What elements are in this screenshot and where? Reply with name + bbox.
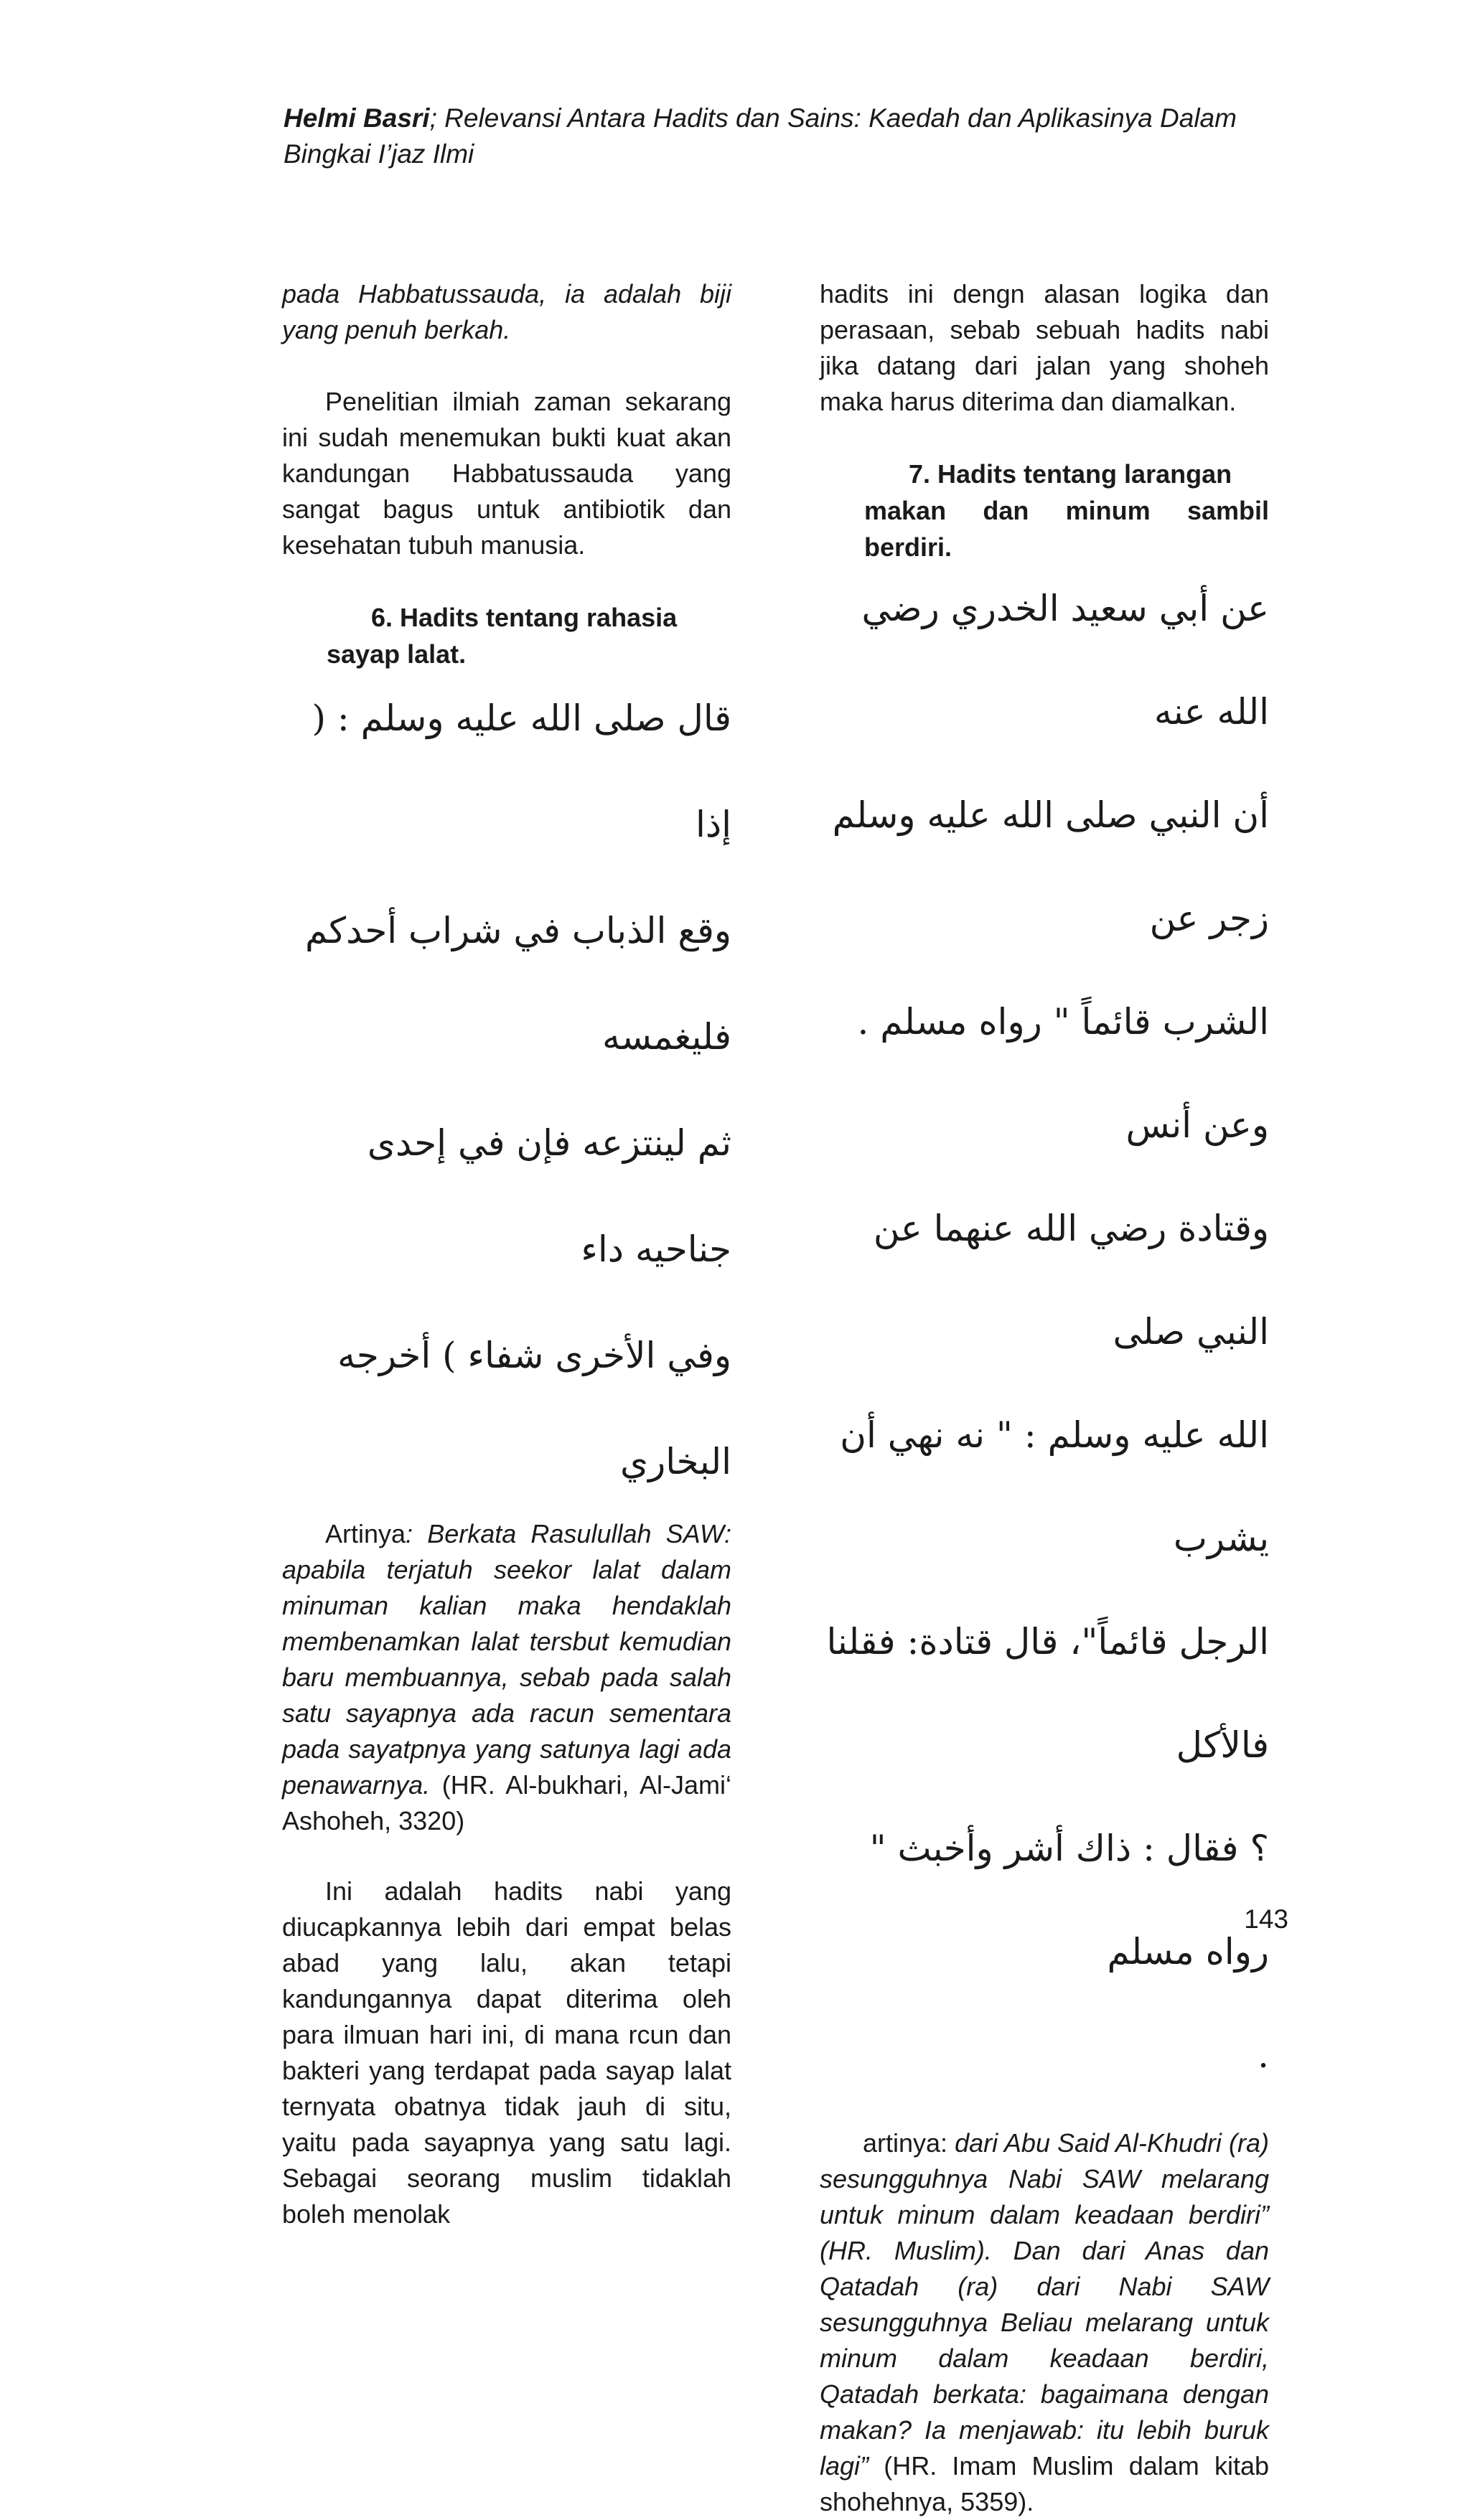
translation-text: : Berkata Rasulullah SAW: apabila terjatuh seekor lalat dalam minuman kalian maka hendaklah membenamkan lalat tersbut kemudian baru membuannya, sebab pada salah satu sayapnya ada racun sementara pada sayatpnya yang satunya lagi ada penawarnya. [282, 1519, 731, 1800]
arabic-line: ثم لينتزعه فإن في إحدى جناحيه داء [367, 1122, 731, 1270]
header-title-line1: ; Relevansi Antara Hadits dan Sains: Kaedah dan Aplikasinya Dalam [429, 103, 1237, 133]
section-7-heading-line2: makan dan minum sambil [864, 496, 1269, 525]
arabic-line: وفي الأخرى شفاء ) أخرجه البخاري [337, 1335, 731, 1482]
translation-reference: (HR. Al-bukhari, Al-Jami‘ Ashoheh, 3320) [282, 1770, 731, 1835]
arabic-line: . [1258, 2034, 1269, 2076]
left-paragraph-2: Penelitian ilmiah zaman sekarang ini sudah menemukan bukti kuat akan kandungan Habbatussauda yang sangat bagus untuk antibiotik dan kesehatan tubuh manusia. [282, 387, 731, 560]
left-paragraph-3: Ini adalah hadits nabi yang diucapkannya lebih dari empat belas abad yang lalu, akan tetapi kandungannya dapat diterima oleh para ilmuan hari ini, di mana rcun dan bakteri yang terdapat pada sayap lalat ternyata obatnya tidak jauh di situ, yaitu pada sayapnya yang satu lagi. Sebagai seorang muslim tidaklah boleh menolak [282, 1876, 731, 2229]
arabic-line: وقتادة رضي الله عنهما عن النبي صلى [873, 1208, 1269, 1353]
translation-reference: (HR. Imam Muslim dalam kitab shohehnya, 5359). [820, 2451, 1269, 2516]
translation-label: Artinya [325, 1519, 406, 1548]
left-column [282, 276, 731, 2232]
translation-6 [282, 1516, 731, 1839]
arabic-hadith-7 [820, 557, 1269, 2107]
translation-text: dari Abu Said Al-Khudri (ra) sesungguhnya Nabi SAW melarang untuk minum dalam keadaan berdiri” (HR. Muslim). Dan dari Anas dan Qatadah (ra) dari Nabi SAW sesungguhnya Beliau melarang untuk minum dalam keadaan berdiri, Qatadah berkata: bagaimana dengan makan? Ia menjawab: itu lebih buruk lagi” [820, 2128, 1269, 2481]
section-7-heading-line1: 7. Hadits tentang larangan [909, 459, 1232, 489]
section-6-heading-line1: 6. Hadits tentang rahasia [371, 603, 678, 632]
arabic-line: الله عليه وسلم : " نه نهي أن يشرب [840, 1414, 1269, 1559]
header-author: Helmi Basri [284, 103, 430, 133]
arabic-line: أن النبي صلى الله عليه وسلم زجر عن [832, 794, 1269, 939]
arabic-line: وقع الذباب في شراب أحدكم فليغمسه [305, 910, 731, 1058]
section-6-heading [282, 599, 731, 672]
arabic-line: عن أبي سعيد الخدري رضي الله عنه [861, 588, 1269, 733]
arabic-line: ؟ فقال : ذاك أشر وأخبث " رواه مسلم [869, 1828, 1269, 1973]
right-column [820, 276, 1269, 2520]
translation-7 [820, 2125, 1269, 2520]
translation-label: artinya: [863, 2128, 955, 2158]
section-6-heading-line2: sayap lalat. [327, 639, 467, 669]
header-title-line2: Bingkai I’jaz Ilmi [284, 139, 474, 169]
arabic-line: الرجل قائماً"، قال قتادة: فقلنا فالأكل [826, 1621, 1269, 1766]
arabic-line: قال صلى الله عليه وسلم : ( إذا [312, 697, 731, 845]
right-paragraph-1: hadits ini dengn alasan logika dan perasaan, sebab sebuah hadits nabi jika datang dari jalan yang shoheh maka harus diterima dan diamalkan. [820, 279, 1269, 416]
arabic-hadith-6 [282, 665, 731, 1515]
arabic-line: الشرب قائماً " رواه مسلم . وعن أنس [857, 1001, 1269, 1146]
page-number: 143 [1244, 1904, 1288, 1934]
section-7-heading [820, 456, 1269, 565]
running-header [284, 100, 1288, 172]
left-paragraph-1: pada Habbatussauda, ia adalah biji yang penuh berkah. [282, 279, 731, 344]
section-7-heading-line3: berdiri. [864, 532, 952, 562]
